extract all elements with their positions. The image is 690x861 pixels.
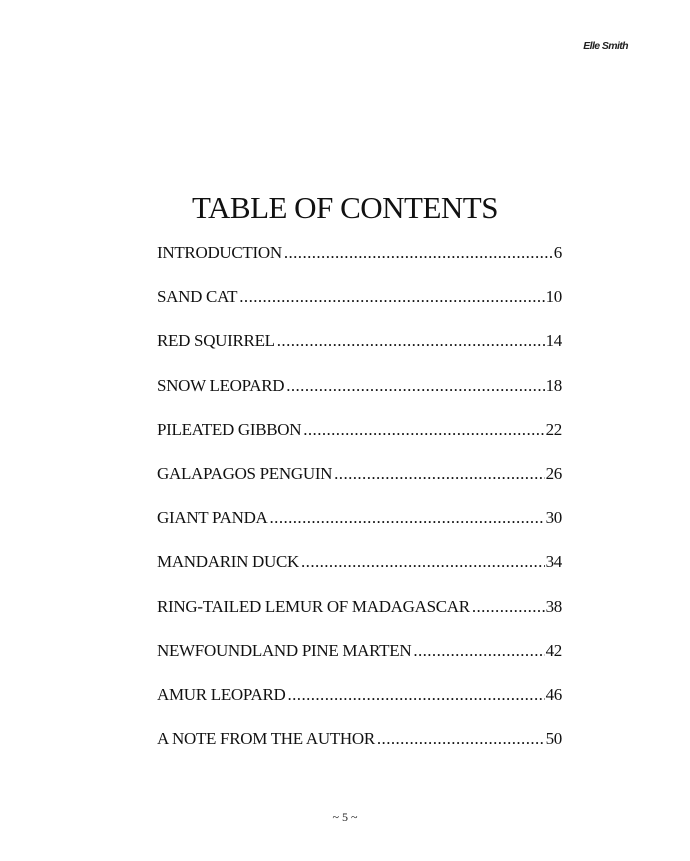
toc-entry-page: 50 — [545, 729, 562, 749]
toc-entry-page: 46 — [545, 684, 562, 704]
toc-entry-page: 30 — [545, 508, 562, 528]
toc-entry-page: 18 — [545, 375, 562, 395]
toc-entry-page: 42 — [545, 640, 562, 660]
toc-entry-label: GIANT PANDA — [157, 508, 268, 528]
toc-entry-page: 34 — [545, 552, 562, 572]
header-author: Elle Smith — [583, 40, 628, 52]
toc-entry-label: NEWFOUNDLAND PINE MARTEN — [157, 640, 412, 660]
toc-entry — [157, 641, 562, 685]
toc-entry-page: 22 — [545, 419, 562, 439]
toc-dot-leader — [413, 641, 544, 661]
toc-dot-leader — [303, 420, 544, 440]
toc-dot-leader — [286, 376, 544, 396]
page-number: ~ 5 ~ — [332, 810, 358, 824]
toc-dot-leader — [239, 287, 544, 307]
toc-entry — [157, 287, 562, 331]
toc-entry — [157, 729, 562, 773]
toc-entry-page: 10 — [545, 287, 562, 307]
toc-entry-label: PILEATED GIBBON — [157, 419, 302, 439]
toc-dot-leader — [334, 464, 544, 484]
table-of-contents — [157, 243, 562, 773]
toc-entry — [157, 597, 562, 641]
toc-entry-label: RED SQUIRREL — [157, 331, 275, 351]
toc-dot-leader — [377, 729, 545, 749]
toc-entry-label: INTRODUCTION — [157, 243, 282, 262]
toc-entry-label: SAND CAT — [157, 287, 238, 307]
toc-dot-leader — [288, 685, 545, 705]
toc-entry-label: MANDARIN DUCK — [157, 552, 300, 572]
toc-entry — [157, 331, 562, 375]
toc-entry-page: 14 — [545, 331, 562, 351]
toc-dot-leader — [277, 331, 545, 351]
toc-entry-label: RING-TAILED LEMUR OF MADAGASCAR — [157, 596, 470, 616]
toc-entry — [157, 420, 562, 464]
toc-entry — [157, 508, 562, 552]
toc-entry-label: SNOW LEOPARD — [157, 375, 285, 395]
page-title: TABLE OF CONTENTS — [192, 190, 498, 225]
toc-dot-leader — [301, 552, 545, 572]
toc-entry-label: AMUR LEOPARD — [157, 684, 286, 704]
toc-entry — [157, 464, 562, 508]
toc-entry — [157, 685, 562, 729]
toc-dot-leader — [472, 597, 545, 617]
toc-entry-page: 38 — [545, 596, 562, 616]
toc-entry — [157, 376, 562, 420]
toc-entry-page: 6 — [553, 243, 562, 262]
toc-entry — [157, 552, 562, 596]
toc-entry-page: 26 — [545, 463, 562, 483]
toc-entry-label: A NOTE FROM THE AUTHOR — [157, 729, 375, 749]
toc-dot-leader — [284, 243, 553, 263]
toc-dot-leader — [270, 508, 545, 528]
toc-entry-label: GALAPAGOS PENGUIN — [157, 463, 333, 483]
toc-entry — [157, 243, 562, 287]
